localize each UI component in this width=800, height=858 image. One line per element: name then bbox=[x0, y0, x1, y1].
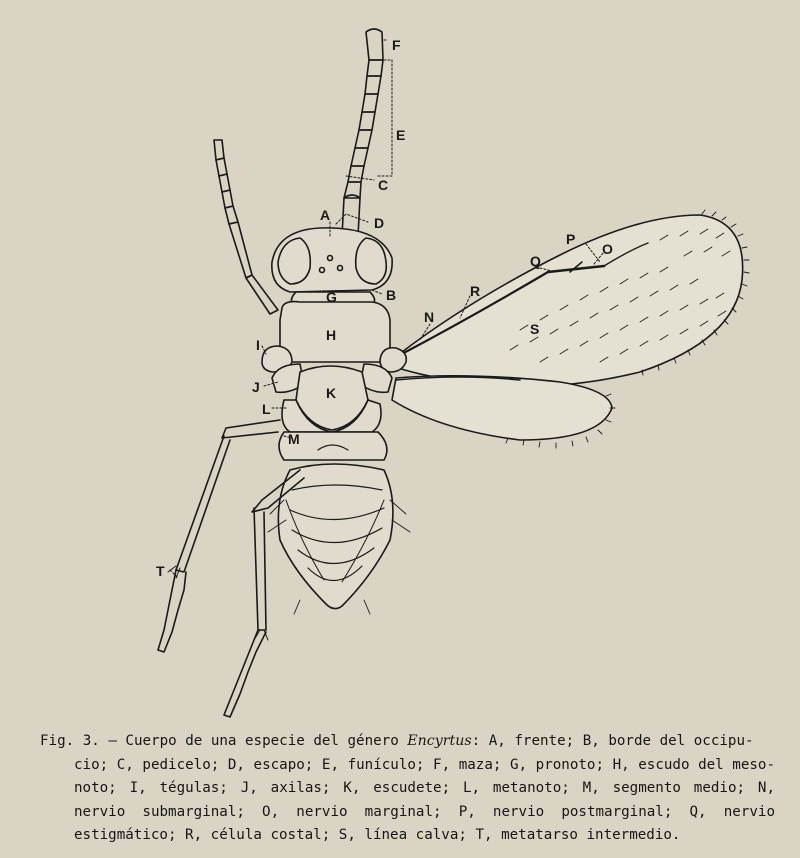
label-m: M bbox=[288, 431, 300, 447]
caption-body: cio; C, pedicelo; D, escapo; E, funículo; F, maza; G, pronoto; H, escudo del meso- noto; I, tégulas; J, axilas; K, escudete; L, metanoto; M, segmento medio; N, nervio submarginal; O, nervio marginal; P, nervio postmarginal; Q, nervio estigmático; R, célula costal; S, línea calva; T, metatarso intermedio. bbox=[74, 756, 775, 843]
caption-dash: — bbox=[99, 733, 126, 749]
label-b: B bbox=[386, 287, 397, 303]
right-antenna bbox=[342, 29, 383, 239]
label-f: F bbox=[392, 37, 401, 53]
caption-line-1 bbox=[40, 730, 775, 754]
label-p: P bbox=[566, 231, 576, 247]
hind-leg-tarsus bbox=[224, 630, 266, 717]
label-i: I bbox=[256, 337, 260, 353]
label-a: A bbox=[320, 207, 331, 223]
label-q: Q bbox=[530, 253, 541, 269]
left-antenna bbox=[214, 140, 278, 314]
label-d: D bbox=[374, 215, 385, 231]
label-n: N bbox=[424, 309, 435, 325]
label-r: R bbox=[470, 283, 481, 299]
middle-leg-femur bbox=[222, 420, 280, 438]
caption-text-line1-end: : A, frente; B, borde del occipu- bbox=[471, 733, 754, 749]
caption-text-start: Cuerpo de una especie del género bbox=[125, 733, 408, 749]
label-s: S bbox=[530, 321, 540, 337]
caption-prefix: Fig. 3. bbox=[40, 733, 100, 749]
label-k: K bbox=[326, 385, 337, 401]
label-h: H bbox=[326, 327, 337, 343]
label-e: E bbox=[396, 127, 406, 143]
figure-caption bbox=[40, 730, 775, 848]
label-o: O bbox=[602, 241, 613, 257]
label-g: G bbox=[326, 289, 337, 305]
hind-leg-tibia bbox=[254, 508, 266, 630]
middle-leg-tarsus bbox=[158, 570, 186, 652]
label-t: T bbox=[156, 563, 165, 579]
label-j: J bbox=[252, 379, 260, 395]
hindwing bbox=[392, 376, 612, 440]
middle-leg-tibia bbox=[176, 436, 230, 572]
label-c: C bbox=[378, 177, 389, 193]
label-l: L bbox=[262, 401, 271, 417]
caption-genus: Encyrtus bbox=[407, 733, 472, 749]
leg-spurs bbox=[168, 566, 268, 640]
